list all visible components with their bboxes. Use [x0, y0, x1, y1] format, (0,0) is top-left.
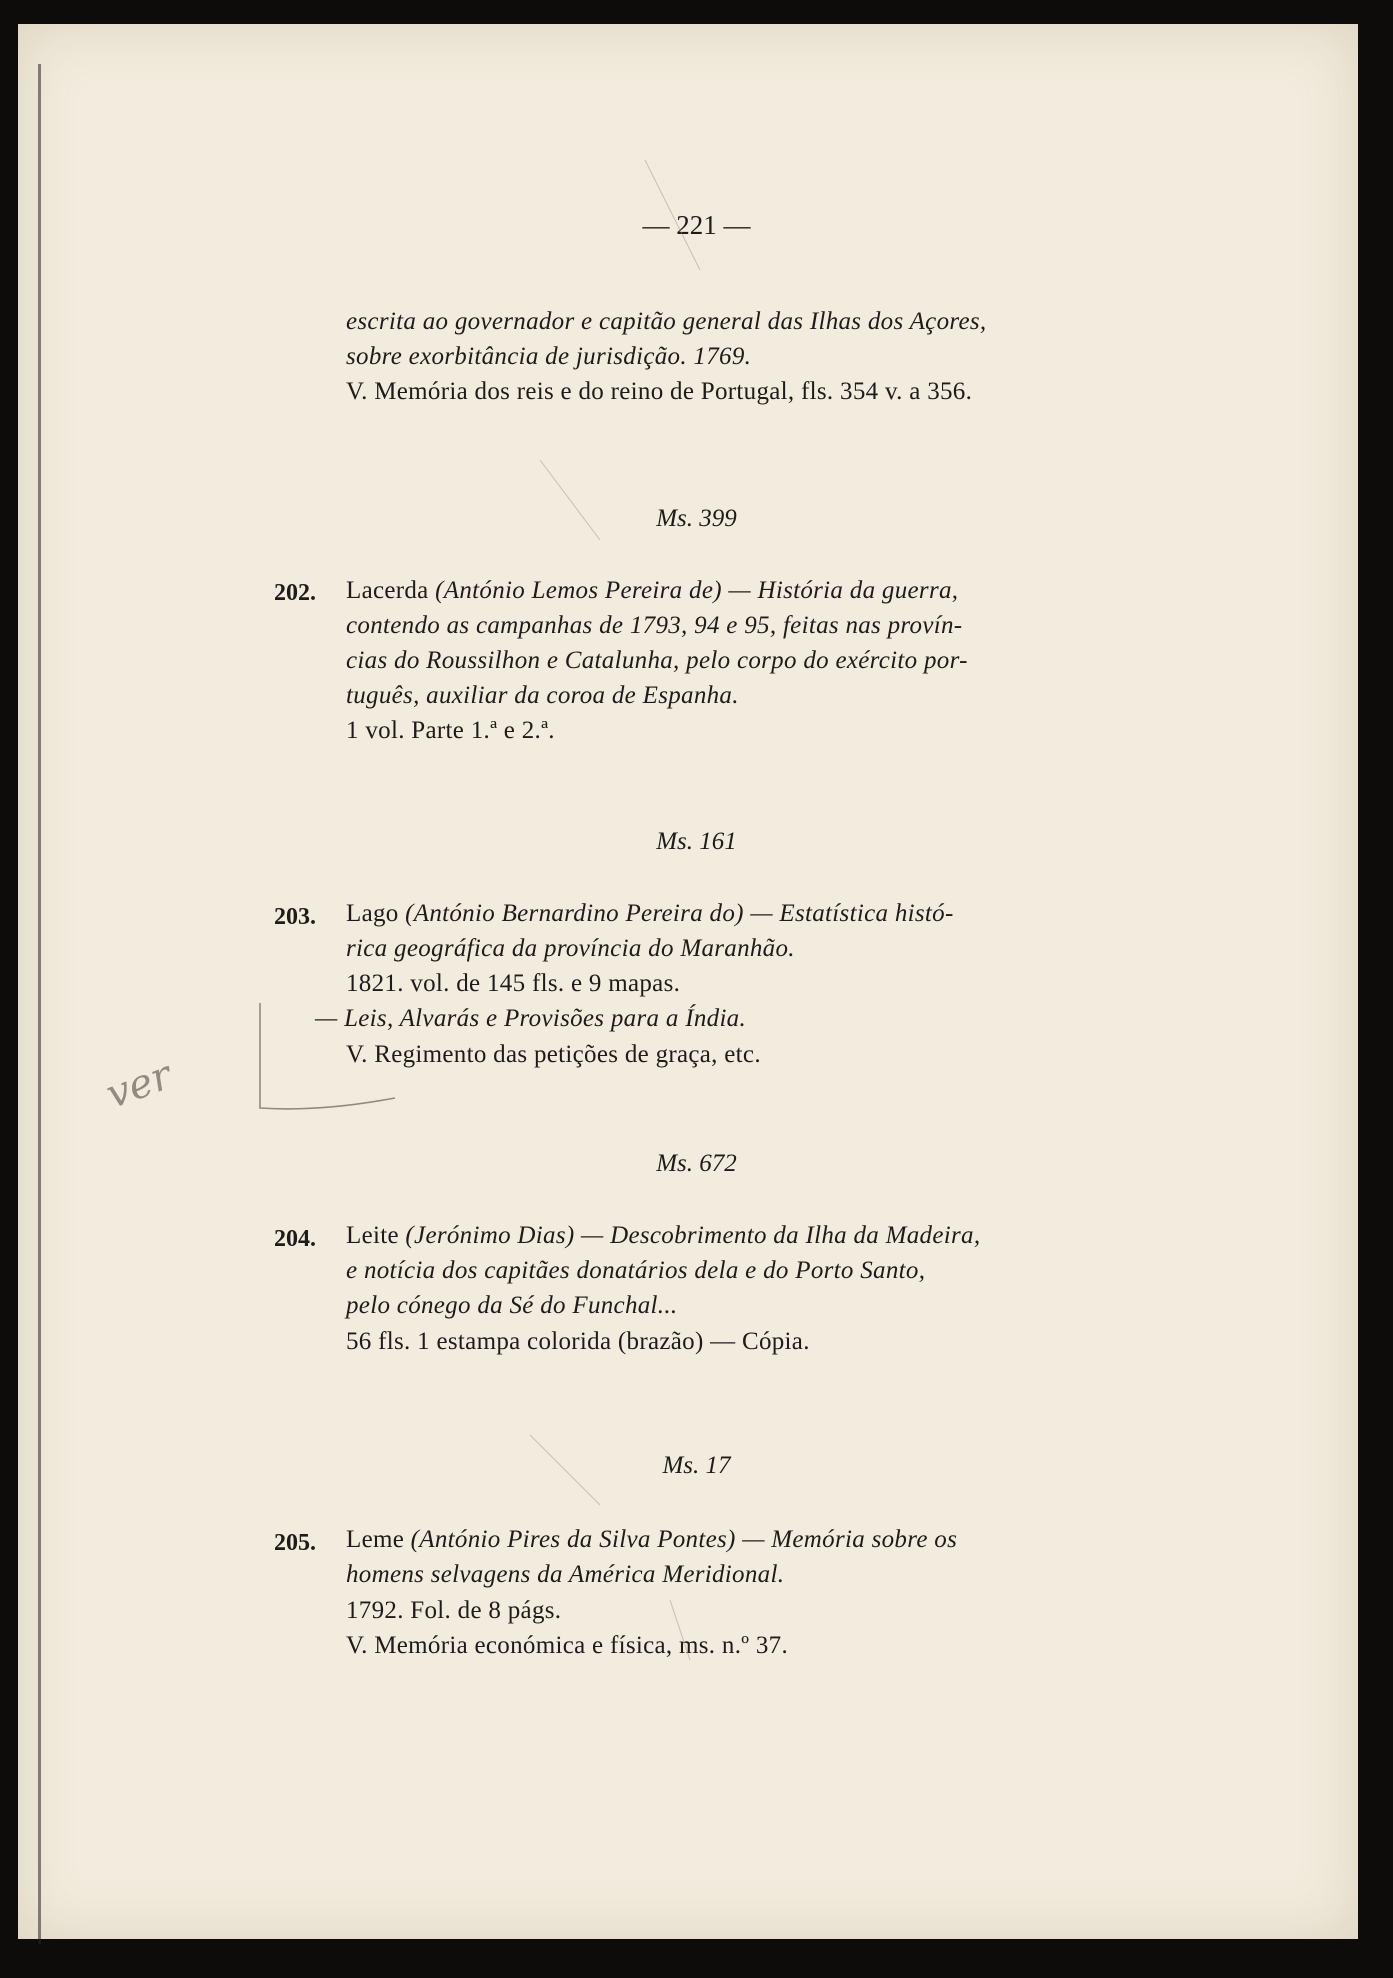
entry-205-line-4: V. Memória económica e física, ms. n.º 37. — [346, 1632, 789, 1659]
entry-205-title: (António Pires da Silva Pontes) — Memória sobre os — [410, 1526, 958, 1553]
entry-202-line-1 — [346, 577, 958, 605]
intro-line-3: V. Memória dos reis e do reino de Portugal, fls. 354 v. a 356. — [346, 378, 973, 405]
ms-heading-672: Ms. 672 — [656, 1150, 737, 1177]
entry-number-204: 204. — [274, 1226, 316, 1252]
entry-205-line-1 — [346, 1526, 957, 1554]
entry-202-author: Lacerda — [346, 577, 429, 604]
entry-203-line-3: 1821. vol. de 145 fls. e 9 mapas. — [346, 970, 681, 997]
entry-number-203: 203. — [274, 904, 316, 930]
entry-204-author: Leite — [346, 1222, 399, 1249]
ms-heading-17: Ms. 17 — [662, 1452, 731, 1479]
ms-heading-161: Ms. 161 — [656, 828, 737, 855]
entry-204-line-2: e notícia dos capitães donatários dela e do Porto Santo, — [346, 1257, 926, 1284]
entry-203-line-2: rica geográfica da província do Maranhão. — [346, 935, 795, 962]
entry-202-title: (António Lemos Pereira de) — História da guerra, — [435, 577, 959, 604]
entry-203-line-4: — Leis, Alvarás e Provisões para a Índia. — [315, 1005, 747, 1032]
entry-205-line-3: 1792. Fol. de 8 págs. — [346, 1597, 562, 1624]
entry-202-line-2: contendo as campanhas de 1793, 94 e 95, feitas nas provín- — [346, 612, 963, 639]
entry-202-line-3: cias do Roussilhon e Catalunha, pelo corpo do exército por- — [346, 647, 968, 674]
entry-203-author: Lago — [346, 900, 399, 927]
entry-203-line-1 — [346, 900, 954, 928]
entry-number-202: 202. — [274, 580, 316, 606]
intro-line-1: escrita ao governador e capitão general das Ilhas dos Açores, — [346, 308, 987, 335]
entry-205-author: Leme — [346, 1526, 405, 1553]
entry-205-line-2: homens selvagens da América Meridional. — [346, 1561, 785, 1588]
handwritten-note: ver — [100, 1052, 178, 1118]
entry-202-line-4: tuguês, auxiliar da coroa de Espanha. — [346, 682, 739, 709]
entry-203-title: (António Bernardino Pereira do) — Estatística histó- — [405, 900, 954, 927]
entry-204-line-3: pelo cónego da Sé do Funchal... — [346, 1292, 678, 1319]
page-number: — 221 — — [642, 210, 751, 240]
entry-202-line-5: 1 vol. Parte 1.ª e 2.ª. — [346, 717, 555, 744]
entry-204-line-4: 56 fls. 1 estampa colorida (brazão) — Cópia. — [346, 1328, 810, 1355]
entry-203-line-5: V. Regimento das petições de graça, etc. — [346, 1041, 761, 1068]
ms-heading-399: Ms. 399 — [656, 505, 737, 532]
binding-edge — [38, 64, 41, 1944]
entry-number-205: 205. — [274, 1530, 316, 1556]
intro-line-2: sobre exorbitância de jurisdição. 1769. — [346, 343, 752, 370]
entry-204-line-1 — [346, 1222, 980, 1250]
entry-204-title: (Jerónimo Dias) — Descobrimento da Ilha da Madeira, — [405, 1222, 981, 1249]
